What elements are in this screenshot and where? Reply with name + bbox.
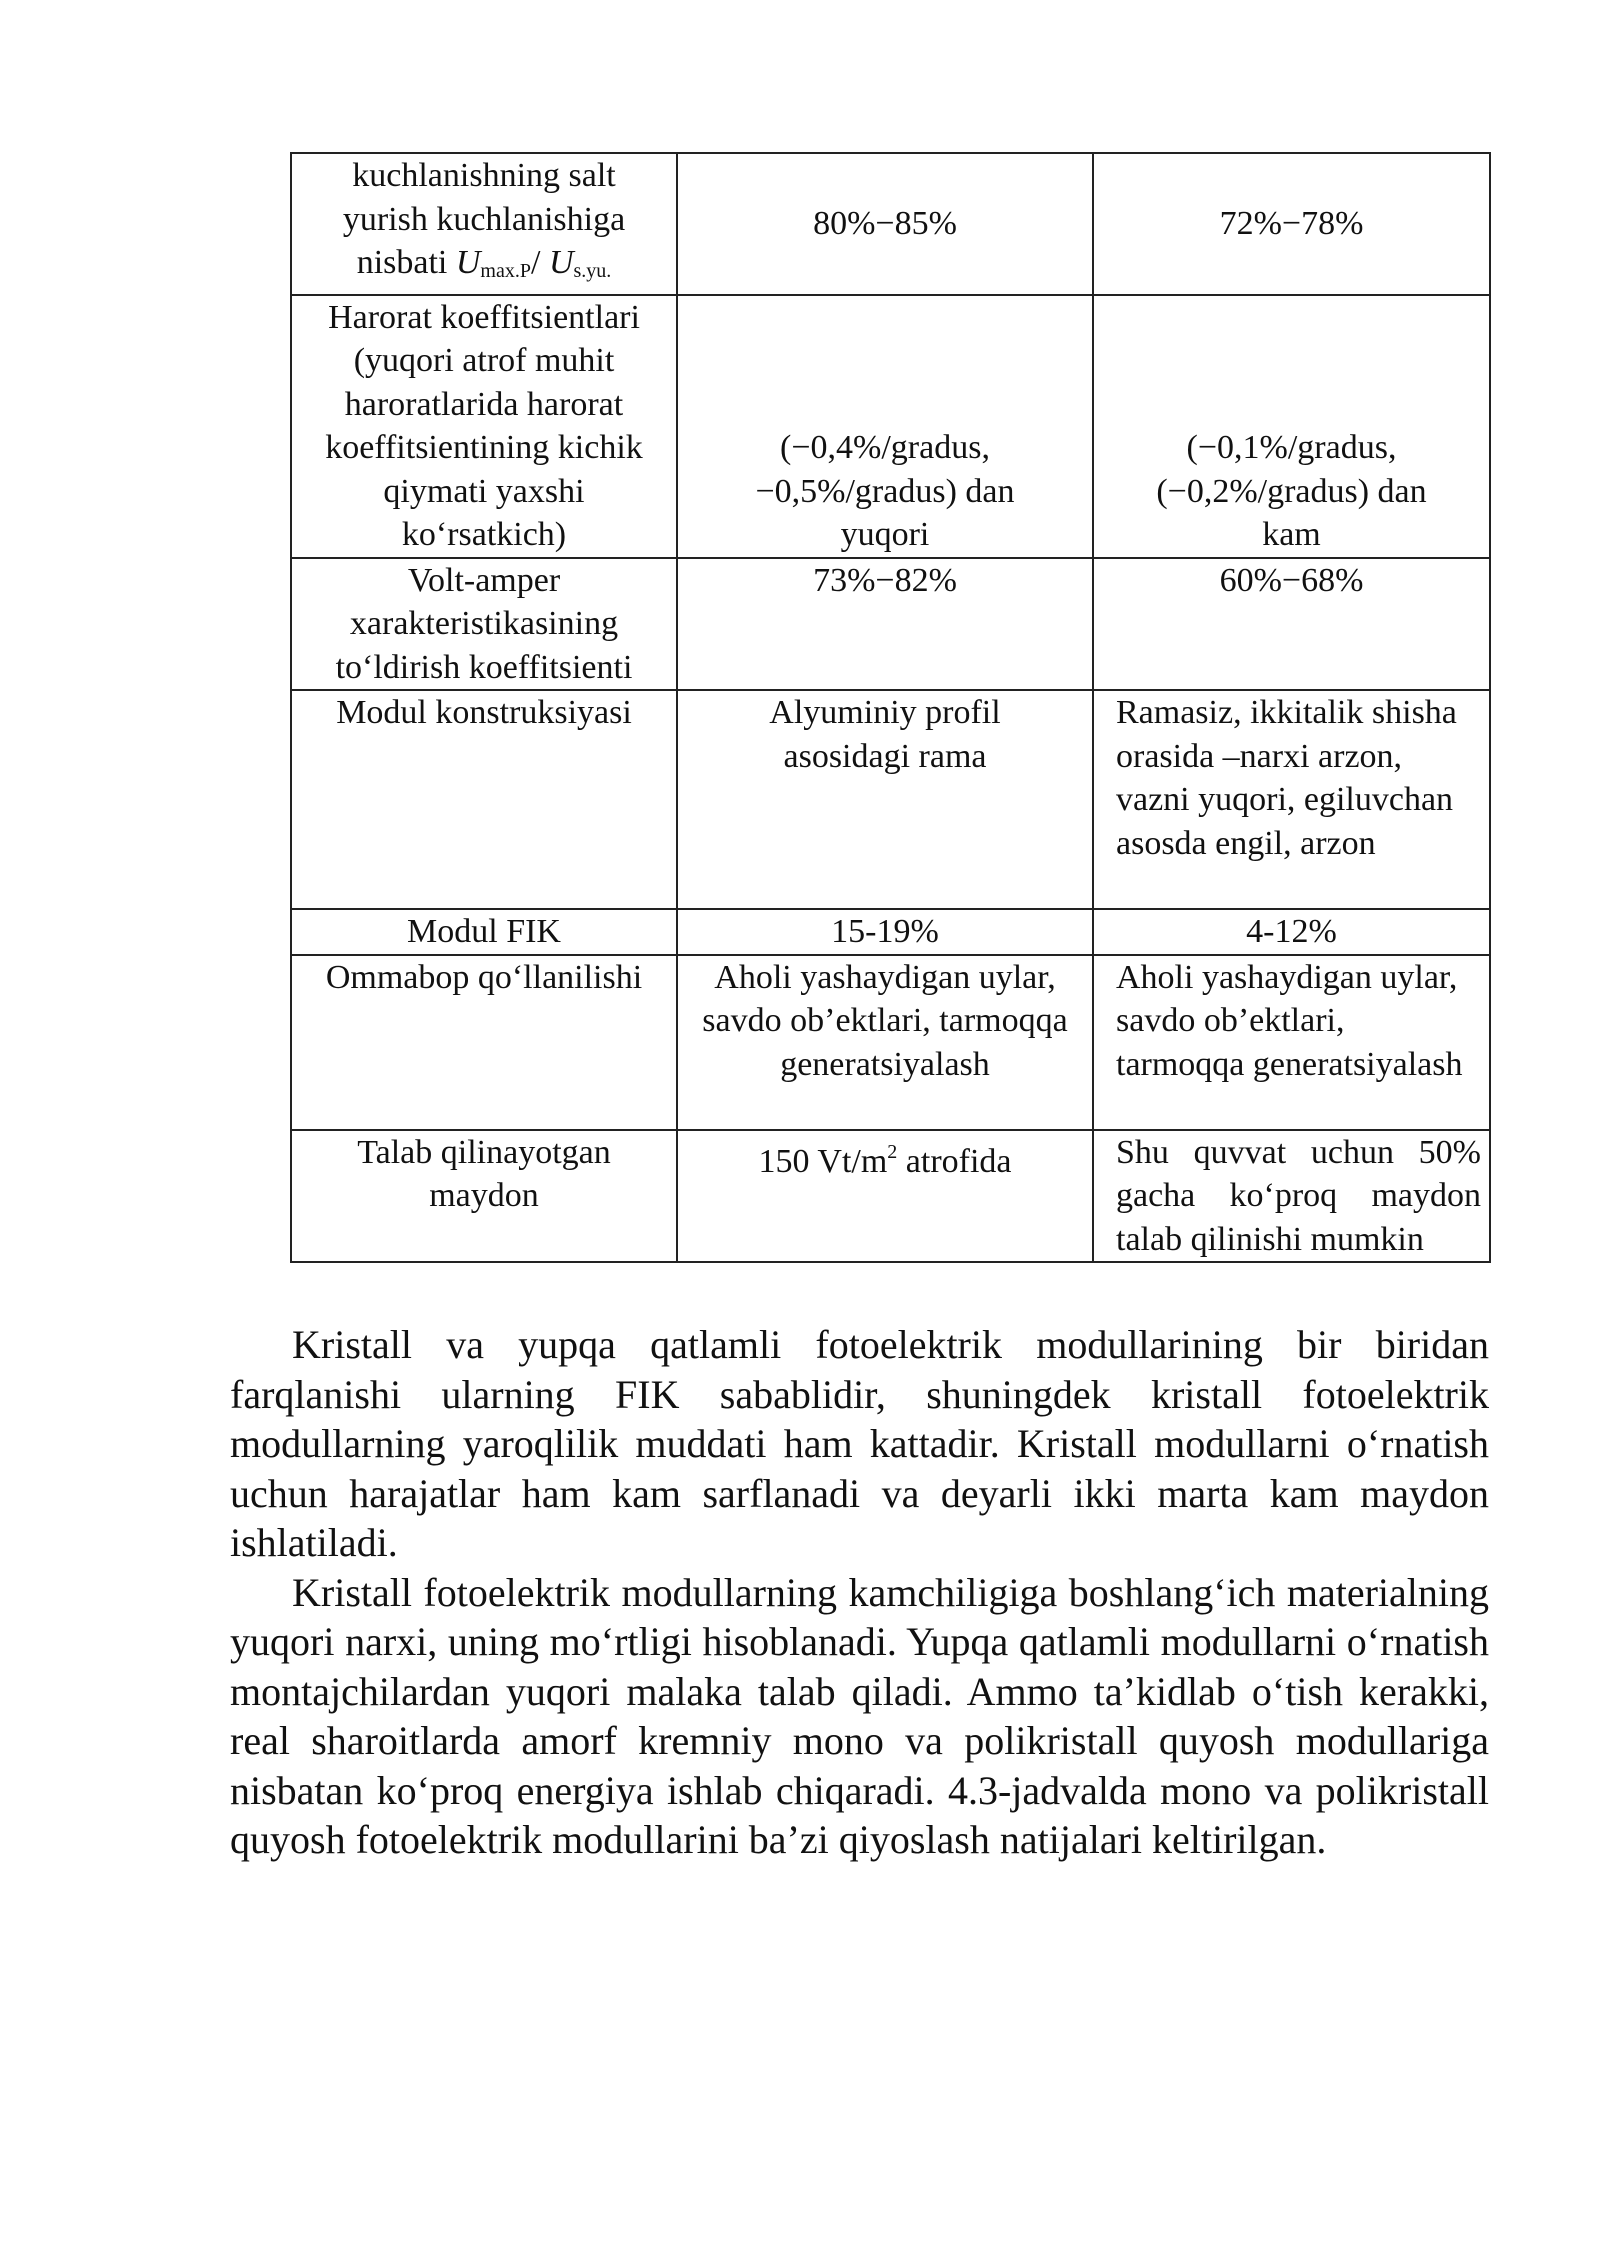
table-cell-parameter: Ommabop qo‘llanilishi — [291, 955, 677, 1130]
cell-text-prefix: nisbati — [356, 244, 456, 281]
voltage-subscript: max.P — [480, 260, 531, 282]
table-cell-parameter: Volt-amper xarakteristikasining to‘ldirish koeffitsienti — [291, 558, 677, 691]
table-cell-thin-film: Shu quvvat uchun 50% gacha ko‘proq maydon talab qilinishi mumkin — [1093, 1130, 1490, 1263]
table-cell-parameter — [291, 153, 677, 295]
paragraph: Kristall fotoelektrik modullarning kamchiligiga boshlang‘ich materialning yuqori narxi, uning mo‘rtligi hisoblanadi. Yupqa qatlamli modullarni o‘rnatish montajchilardan yuqori malaka talab qiladi. Ammo ta’kidlab o‘tish kerakki, real sharoitlarda amorf kremniy mono va polikristall quyosh modullariga nisbatan ko‘proq energiya ishlab chiqaradi. 4.3-jadvalda mono va polikristall quyosh fotoelektrik modullarini ba’zi qiyoslash natijalari keltirilgan. — [230, 1569, 1489, 1862]
table-row — [291, 909, 1490, 955]
superscript: 2 — [887, 1140, 898, 1163]
table-cell-crystal — [677, 1130, 1093, 1263]
slash-symbol: / — [530, 244, 549, 281]
table-cell-parameter: Modul konstruksiyasi — [291, 690, 677, 909]
table-cell-thin-film: Aholi yashaydigan uylar, savdo ob’ektlari, tarmoqqa generatsiyalash — [1093, 955, 1490, 1130]
table-row — [291, 153, 1490, 295]
table-cell-parameter: Talab qilinayotgan maydon — [291, 1130, 677, 1263]
cell-text-line: yurish kuchlanishiga — [342, 200, 626, 238]
body-text — [230, 1320, 1489, 1865]
voltage-symbol: U — [455, 244, 481, 281]
table-cell-thin-film: 72%−78% — [1093, 153, 1490, 295]
table-cell-crystal: 73%−82% — [677, 558, 1093, 691]
table-row — [291, 690, 1490, 909]
table-cell-crystal: 80%−85% — [677, 153, 1093, 295]
table-cell-thin-film: 60%−68% — [1093, 558, 1490, 691]
table-cell-parameter: Harorat koeffitsientlari (yuqori atrof muhit haroratlarida harorat koeffitsientining kichik qiymati yaxshi ko‘rsatkich) — [291, 295, 677, 558]
area-value: 150 Vt/m — [758, 1142, 888, 1180]
table-cell-crystal: Aholi yashaydigan uylar, savdo ob’ektlari, tarmoqqa generatsiyalash — [677, 955, 1093, 1130]
voltage-subscript: s.yu. — [573, 260, 612, 282]
table-cell-thin-film: (−0,1%/gradus, (−0,2%/gradus) dan kam — [1093, 295, 1490, 558]
table-cell-crystal: (−0,4%/gradus, −0,5%/gradus) dan yuqori — [677, 295, 1093, 558]
paragraph: Kristall va yupqa qatlamli fotoelektrik modullarining bir biridan farqlanishi ularning FIK sabablidir, shuningdek kristall fotoelektrik modullarning yaroqlilik muddati ham kattadir. Kristall modullarni o‘rnatish uchun harajatlar ham kam sarflanadi va deyarli ikki marta kam maydon ishlatiladi. — [230, 1322, 1489, 1565]
table-cell-thin-film: Ramasiz, ikkitalik shisha orasida –narxi arzon, vazni yuqori, egiluvchan asosda engil, arzon — [1093, 690, 1490, 909]
table-cell-parameter: Modul FIK — [291, 909, 677, 955]
area-value-suffix: atrofida — [897, 1142, 1012, 1180]
voltage-symbol: U — [548, 244, 574, 281]
table-row — [291, 955, 1490, 1130]
table-row — [291, 558, 1490, 691]
cell-text-line: kuchlanishning salt — [352, 157, 616, 194]
table-cell-crystal: 15-19% — [677, 909, 1093, 955]
table-row — [291, 295, 1490, 558]
comparison-table — [290, 152, 1491, 1263]
table-cell-crystal: Alyuminiy profil asosidagi rama — [677, 690, 1093, 909]
table-cell-thin-film: 4-12% — [1093, 909, 1490, 955]
table-row — [291, 1130, 1490, 1263]
